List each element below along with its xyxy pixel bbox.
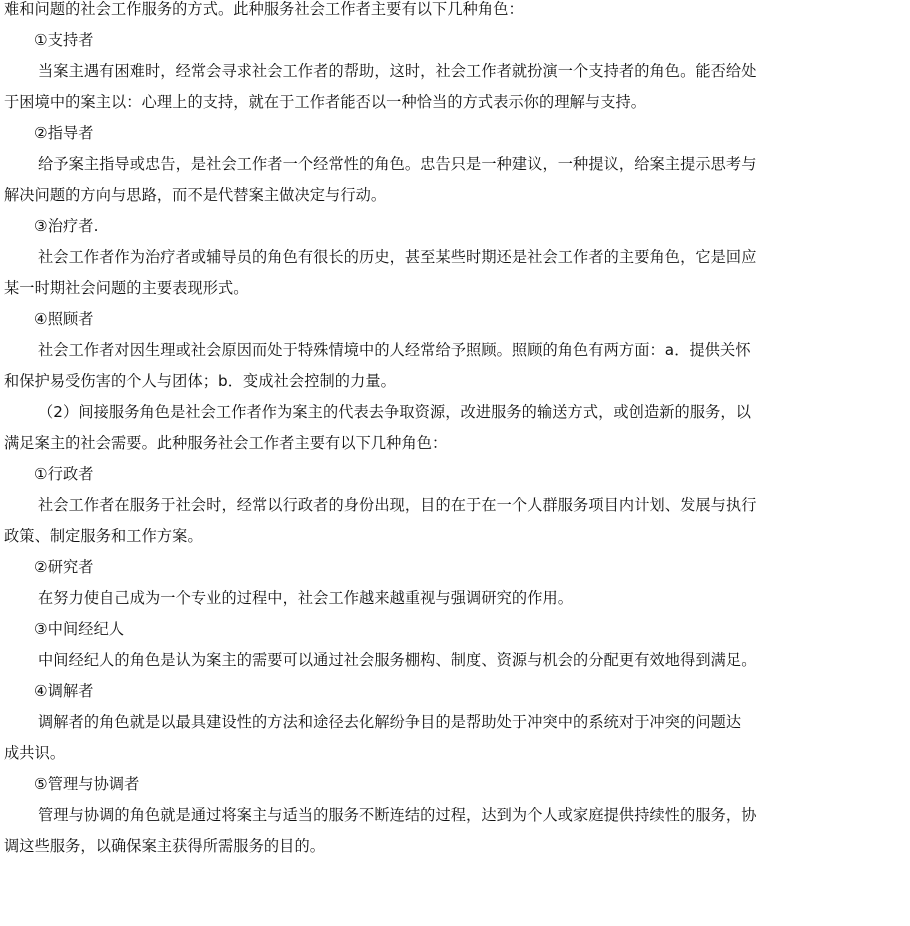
role-text-line: 成共识。 xyxy=(4,744,66,762)
role-text-line: 某一时期社会问题的主要表现形式。 xyxy=(4,279,249,297)
role-text-line: 社会工作者在服务于社会时，经常以行政者的身份出现，目的在于在一个人群服务项目内计划、发展与执行 xyxy=(38,496,757,514)
role-heading-coordinator: ⑤管理与协调者 xyxy=(34,775,140,793)
role-text-line: 解决问题的方向与思路，而不是代替案主做决定与行动。 xyxy=(4,186,387,204)
role-heading-mediator: ④调解者 xyxy=(34,682,94,700)
role-text-line: 调解者的角色就是以最具建设性的方法和途径去化解纷争目的是帮助处于冲突中的系统对于冲突的问题达 xyxy=(38,713,742,731)
role-text-line: 在努力使自己成为一个专业的过程中，社会工作越来越重视与强调研究的作用。 xyxy=(38,589,574,607)
role-text-line: 于困境中的案主以：心理上的支持，就在于工作者能否以一种恰当的方式表示你的理解与支持。 xyxy=(4,93,647,111)
role-text-line: 当案主遇有困难时，经常会寻求社会工作者的帮助，这时，社会工作者就扮演一个支持者的角色。能否给处 xyxy=(38,62,757,80)
role-heading-caregiver: ④照顾者 xyxy=(34,310,94,328)
role-text-line: 政策、制定服务和工作方案。 xyxy=(4,527,203,545)
role-heading-broker: ③中间经纪人 xyxy=(34,620,125,638)
intro-tail-line: 难和问题的社会工作服务的方式。此种服务社会工作者主要有以下几种角色： xyxy=(4,0,524,18)
indirect-intro-line: 满足案主的社会需要。此种服务社会工作者主要有以下几种角色： xyxy=(4,434,448,452)
role-text-line: 社会工作者作为治疗者或辅导员的角色有很长的历史，甚至某些时期还是社会工作者的主要角色，它是回应 xyxy=(38,248,757,266)
role-text-line: 和保护易受伤害的个人与团体；b．变成社会控制的力量。 xyxy=(4,372,396,390)
role-heading-administrator: ①行政者 xyxy=(34,465,94,483)
role-text-line: 中间经纪人的角色是认为案主的需要可以通过社会服务棚构、制度、资源与机会的分配更有效地得到满足。 xyxy=(38,651,757,669)
role-text-line: 调这些服务，以确保案主获得所需服务的目的。 xyxy=(4,837,326,855)
role-text-line: 管理与协调的角色就是通过将案主与适当的服务不断连结的过程，达到为个人或家庭提供持续性的服务，协 xyxy=(38,806,757,824)
role-heading-therapist: ③治疗者. xyxy=(34,217,99,235)
indirect-intro-line: （2）间接服务角色是社会工作者作为案主的代表去争取资源，改进服务的输送方式，或创造新的服务，以 xyxy=(38,403,751,421)
role-heading-guide: ②指导者 xyxy=(34,124,94,142)
role-heading-supporter: ①支持者 xyxy=(34,31,94,49)
role-heading-researcher: ②研究者 xyxy=(34,558,94,576)
role-text-line: 给予案主指导或忠告，是社会工作者一个经常性的角色。忠告只是一种建议，一种提议，给案主提示思考与 xyxy=(38,155,757,173)
role-text-line: 社会工作者对因生理或社会原因而处于特殊情境中的人经常给予照顾。照顾的角色有两方面：a．提供关怀 xyxy=(38,341,751,359)
